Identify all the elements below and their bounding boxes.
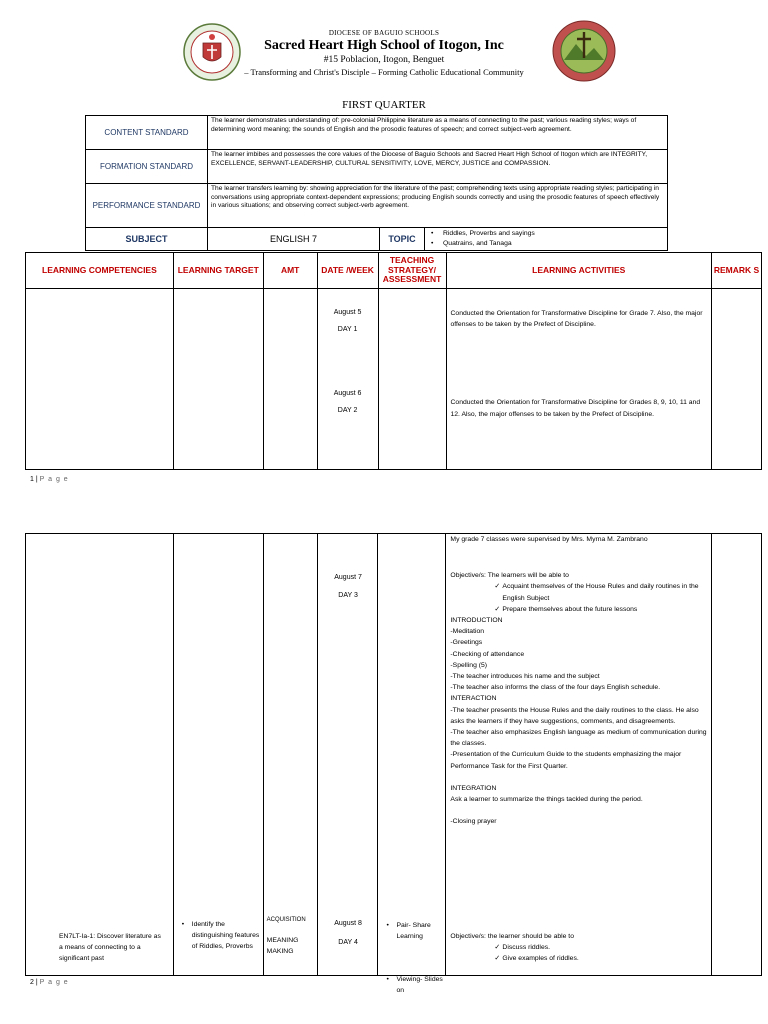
- strategy-cell: [378, 289, 446, 470]
- table-header-row: [26, 253, 762, 289]
- check-icon: ✓: [494, 955, 501, 963]
- activities-cell: [446, 289, 711, 470]
- document-header: [0, 0, 768, 95]
- page-number: 1: [30, 476, 34, 483]
- activity-line: INTRODUCTION: [450, 617, 503, 625]
- activity-line: -Greetings: [450, 639, 483, 647]
- activity-line: -The teacher introduces his name and the subject: [450, 673, 600, 681]
- activity-text: Conducted the Orientation for Transformative Discipline for Grades 8, 9, 10, 11 and 12. Also, the major offenses to be taken by the Prefect of Discipline.: [450, 399, 701, 418]
- activities-cell: [446, 534, 712, 976]
- topic-item: • Riddles, Proverbs and sayings: [431, 229, 664, 239]
- date-cell: [317, 289, 378, 470]
- content-standard-text: The learner demonstrates understanding of: pre-colonial Philippine literature as a means of connecting to the past; various reading styles; ways of determining word meaning; the sounds of English and the prosodic features of speech; and correct subject-verb agreement.: [208, 116, 668, 150]
- integration-text: Ask a learner to summarize the things tackled during the period.: [450, 796, 643, 804]
- activity-line: INTERACTION: [450, 695, 497, 703]
- subject-value: ENGLISH 7: [208, 228, 380, 251]
- amt-cell: [263, 289, 317, 470]
- standards-table: [85, 115, 668, 251]
- remarks-cell: [712, 534, 762, 976]
- topic-item: • Quatrains, and Tanaga: [431, 239, 664, 249]
- objective-item: ✓ Prepare themselves about the future lessons: [450, 604, 711, 615]
- school-address: #15 Poblacion, Itogon, Benguet: [323, 55, 445, 65]
- objective-intro: Objective/s: The learners will be able to: [450, 572, 569, 580]
- activity-line: -Spelling (5): [450, 661, 488, 669]
- performance-standard-label: PERFORMANCE STANDARD: [86, 184, 208, 228]
- activity-line: -Meditation: [450, 628, 485, 636]
- topic-list: [425, 228, 668, 251]
- diocese-name: DIOCESE OF BAGUIO SCHOOLS: [328, 29, 440, 37]
- closing-prayer: -Closing prayer: [450, 818, 497, 826]
- formation-standard-label: FORMATION STANDARD: [86, 150, 208, 184]
- date-cell: [317, 534, 378, 976]
- date-label: August 7: [334, 574, 362, 581]
- activity-line: -The teacher also emphasizes English language as medium of communication during the classes.: [450, 729, 707, 748]
- objective-item: ✓ Acquaint themselves of the House Rules and daily routines in the English Subject: [494, 583, 699, 602]
- performance-standard-row: [86, 184, 668, 228]
- competency-text: EN7LT-Ia-1: Discover literature as a means of connecting to a significant past: [59, 933, 161, 962]
- bullet-icon: •: [386, 922, 389, 929]
- strategy-item: [380, 920, 444, 942]
- target-text: Identify the distinguishing features of Riddles, Proverbs: [191, 921, 260, 950]
- day-label: DAY 1: [337, 326, 358, 333]
- col-learning-competencies: LEARNING COMPETENCIES: [26, 253, 174, 289]
- day-label: DAY 2: [337, 407, 358, 414]
- remarks-cell: [711, 289, 761, 470]
- day-label: DAY 4: [338, 939, 358, 946]
- amt-meaning-making: MEANING MAKING: [266, 937, 299, 955]
- col-learning-activities: LEARNING ACTIVITIES: [446, 253, 711, 289]
- bullet-icon: •: [386, 976, 389, 983]
- check-icon: ✓: [494, 605, 501, 613]
- supervision-note: My grade 7 classes were supervised by Mrs. Myrna M. Zambrano: [450, 536, 648, 543]
- formation-standard-text: The learner imbibes and possesses the core values of the Diocese of Baguio Schools and Sacred Heart High School of Itogon which are INTEGRITY, EXCELLENCE, SERVANT-LEADERSHIP, CULTURAL SENSITIVITY, LOVE, MERCY, JUSTICE and COMPASSION.: [208, 150, 668, 184]
- col-learning-target: LEARNING TARGET: [173, 253, 263, 289]
- activity-line: -Presentation of the Curriculum Guide to the students emphasizing the major Performance Task for the First Quarter.: [450, 751, 682, 770]
- col-date-week: DATE /WEEK: [317, 253, 378, 289]
- objective-intro: Objective/s: the learner should be able to: [450, 933, 574, 940]
- performance-standard-text: The learner transfers learning by: showing appreciation for the literature of the past; comprehending texts using appropriate reading styles; participating in conversations using appropriate context-dependent expressions; producing English sounds correctly and using the prosodic features of speech effectively in various situations; and observing correct subject-verb agreement.: [208, 184, 668, 228]
- col-amt: AMT: [263, 253, 317, 289]
- page-footer-1: 1 | P a g e: [30, 476, 69, 483]
- school-motto: – Transforming and Christ's Disciple – Forming Catholic Educational Community: [244, 67, 524, 77]
- page-footer-2: 2 | P a g e: [30, 979, 69, 986]
- subject-row: [86, 228, 668, 251]
- page-label: P a g e: [39, 476, 69, 483]
- objective-item: ✓ Discuss riddles.: [450, 942, 708, 953]
- formation-standard-row: [86, 150, 668, 184]
- page-number: 2: [30, 979, 34, 986]
- table-row: [26, 534, 762, 976]
- objective-item: ✓ Give examples of riddles.: [450, 953, 708, 964]
- objective2-block: [450, 931, 708, 965]
- lesson-log-table-page-1: [25, 252, 762, 470]
- strategy-item: [380, 974, 444, 996]
- table-row: [26, 289, 762, 470]
- target-item: [176, 919, 262, 952]
- col-teaching-strategy: TEACHING STRATEGY/ ASSESSMENT: [378, 253, 446, 289]
- quarter-title: FIRST QUARTER: [342, 99, 426, 111]
- activity-line: -The teacher presents the House Rules and the daily routines to the class. He also asks the learners if they have suggestions, comments, and disagreements.: [450, 706, 699, 725]
- competency-cell: [26, 289, 174, 470]
- target-cell: [173, 289, 263, 470]
- activity-line: -The teacher also informs the class of the four days English schedule.: [450, 684, 661, 692]
- topic-label: TOPIC: [380, 228, 425, 251]
- bullet-icon: •: [181, 921, 185, 928]
- subject-label: SUBJECT: [86, 228, 208, 251]
- content-standard-label: CONTENT STANDARD: [86, 116, 208, 150]
- date-label: August 5: [333, 309, 362, 316]
- strategy-cell: [378, 534, 446, 994]
- activity-line: -Checking of attendance: [450, 650, 525, 658]
- check-icon: ✓: [494, 944, 501, 952]
- col-remarks: REMARK S: [711, 253, 761, 289]
- target-cell: [173, 534, 263, 976]
- integration-label: INTEGRATION: [450, 784, 497, 792]
- strategy-text: Pair- Share Learning: [396, 922, 431, 940]
- strategy-text: Viewing- Slides on: [396, 976, 443, 994]
- activity-text: Conducted the Orientation for Transformative Discipline for Grade 7. Also, the major offenses to be taken by the Prefect of Discipline.: [450, 310, 703, 329]
- check-icon: ✓: [494, 583, 501, 591]
- date-label: August 8: [334, 920, 362, 927]
- page-label: P a g e: [39, 979, 69, 986]
- school-name: Sacred Heart High School of Itogon, Inc: [264, 38, 504, 53]
- content-standard-row: [86, 116, 668, 150]
- competency-cell: [26, 534, 174, 976]
- amt-cell: [263, 534, 317, 976]
- day-label: DAY 3: [338, 592, 358, 599]
- amt-acquisition: ACQUISITION: [266, 917, 306, 923]
- date-label: August 6: [333, 390, 362, 397]
